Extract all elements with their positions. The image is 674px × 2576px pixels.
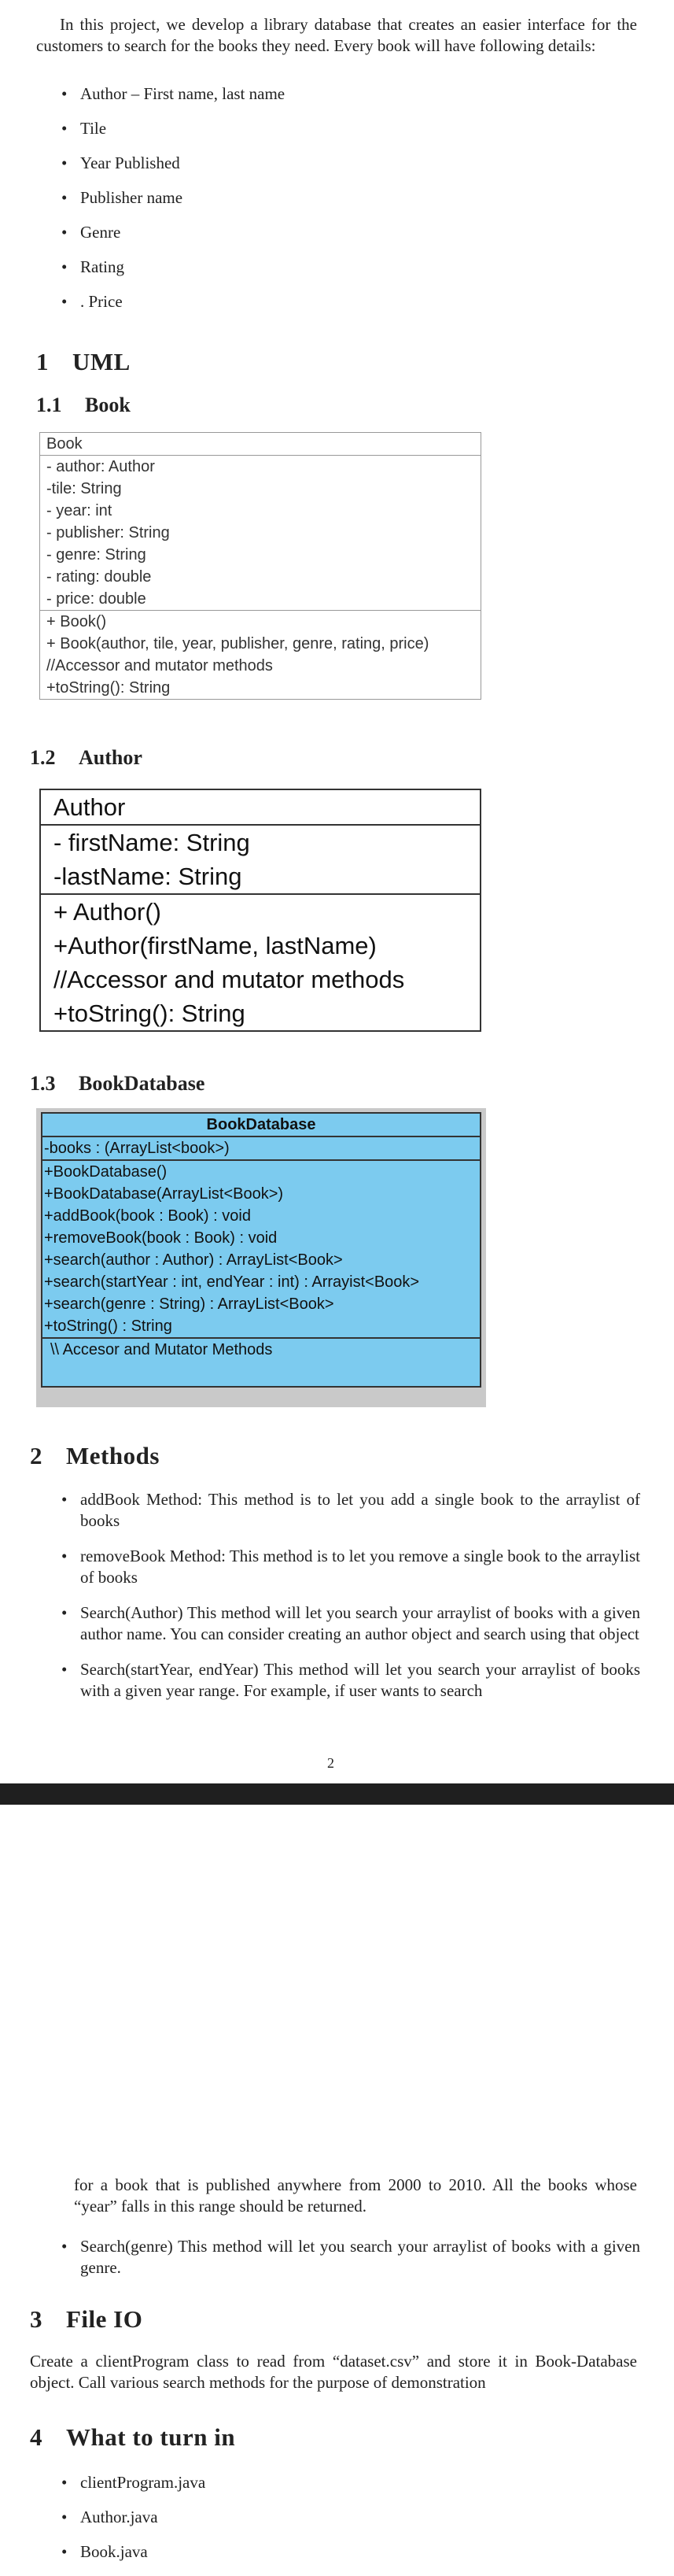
uml-methods <box>40 610 481 699</box>
list-item: • addBook Method: This method is to let you add a single book to the arraylist of books <box>61 1489 640 1532</box>
uml-methods <box>42 1159 480 1337</box>
uml-attribute: - year: int <box>46 502 112 519</box>
turn-in-list <box>61 2472 205 2576</box>
list-item: • Book.java <box>61 2541 205 2576</box>
section-heading-uml: 1 UML <box>36 348 131 375</box>
file-io-paragraph: Create a clientProgram class to read from “dataset.csv” and store it in Book-Database object. Call various search methods for the purpose of demonstration <box>30 2352 637 2392</box>
uml-method: +BookDatabase(ArrayList<Book>) <box>44 1185 284 1203</box>
uml-class-name: BookDatabase <box>42 1114 480 1137</box>
page-2 <box>0 1805 674 2561</box>
uml-attribute: - author: Author <box>46 458 155 475</box>
subsection-heading-author: 1.2 Author <box>30 746 142 769</box>
list-item: • removeBook Method: This method is to let you remove a single book to the arraylist of books <box>61 1546 640 1588</box>
section-heading-file-io: 3 File IO <box>30 2305 143 2333</box>
list-item: • Rating <box>61 257 285 291</box>
uml-attributes <box>40 455 481 610</box>
uml-method: +toString(): String <box>53 1000 245 1027</box>
uml-comment: \\ Accesor and Mutator Methods <box>42 1337 480 1386</box>
uml-attribute: - publisher: String <box>46 524 170 541</box>
details-list <box>61 83 285 326</box>
list-item: • clientProgram.java <box>61 2472 205 2507</box>
uml-attribute: - genre: String <box>46 546 146 564</box>
uml-method: +Author(firstName, lastName) <box>53 932 377 959</box>
list-item: • . Price <box>61 291 285 326</box>
uml-method: +toString(): String <box>46 679 171 697</box>
bookdatabase-uml-diagram <box>41 1112 481 1388</box>
uml-attribute: -books : (ArrayList<book>) <box>44 1140 230 1157</box>
uml-attribute: - rating: double <box>46 568 152 586</box>
continued-paragraph: for a book that is published anywhere from 2000 to 2010. All the books whose “year” falls in this range should be returned. <box>74 2175 637 2216</box>
page-divider <box>0 1783 674 1805</box>
section-heading-what-to-turn-in: 4 What to turn in <box>30 2423 236 2451</box>
uml-attribute: -tile: String <box>46 480 122 497</box>
uml-methods <box>41 893 480 1030</box>
uml-method: //Accessor and mutator methods <box>46 657 273 674</box>
list-item: • Search(startYear, endYear) This method will let you search your arraylist of books with a given year range. For example, if user wants to search <box>61 1659 640 1702</box>
uml-method: +search(author : Author) : ArrayList<Book> <box>44 1251 343 1269</box>
uml-method: +search(genre : String) : ArrayList<Book> <box>44 1295 334 1313</box>
methods-list-continued <box>61 2236 640 2293</box>
uml-attributes <box>41 824 480 893</box>
intro-paragraph: In this project, we develop a library database that creates an easier interface for the customers to search for the books they need. Every book will have following details: <box>36 15 637 55</box>
list-item: • Tile <box>61 118 285 153</box>
uml-method: +search(startYear : int, endYear : int) : Arrayist<Book> <box>44 1273 420 1291</box>
subsection-heading-book: 1.1 Book <box>36 394 131 416</box>
uml-attribute: - firstName: String <box>53 829 250 856</box>
uml-method: + Book() <box>46 613 107 630</box>
list-item: • Author – First name, last name <box>61 83 285 118</box>
uml-class-name: Book <box>46 435 83 453</box>
uml-method: + Book(author, tile, year, publisher, genre, rating, price) <box>46 635 429 652</box>
list-item: • Author.java <box>61 2507 205 2541</box>
uml-method: +BookDatabase() <box>44 1163 168 1181</box>
methods-list <box>61 1489 640 1716</box>
list-item: • Year Published <box>61 153 285 187</box>
section-heading-methods: 2 Methods <box>30 1442 160 1469</box>
author-uml-diagram <box>39 789 481 1032</box>
uml-attributes <box>42 1137 480 1159</box>
list-item: • Search(genre) This method will let you search your arraylist of books with a given genre. <box>61 2236 640 2278</box>
uml-method: +addBook(book : Book) : void <box>44 1207 251 1225</box>
uml-method: //Accessor and mutator methods <box>53 966 405 993</box>
list-item: • Genre <box>61 222 285 257</box>
uml-attribute: - price: double <box>46 590 146 608</box>
page-number: 2 <box>327 1755 334 1771</box>
uml-method: +toString() : String <box>44 1318 172 1335</box>
book-uml-diagram <box>39 432 481 700</box>
uml-method: +removeBook(book : Book) : void <box>44 1229 278 1247</box>
list-item: • Publisher name <box>61 187 285 222</box>
subsection-heading-bookdatabase: 1.3 BookDatabase <box>30 1072 205 1095</box>
uml-method: + Author() <box>53 898 161 926</box>
list-item: • Search(Author) This method will let you search your arraylist of books with a given author name. You can consider creating an author object and search using that object <box>61 1602 640 1645</box>
uml-class-name: Author <box>53 793 126 821</box>
uml-attribute: -lastName: String <box>53 863 242 890</box>
